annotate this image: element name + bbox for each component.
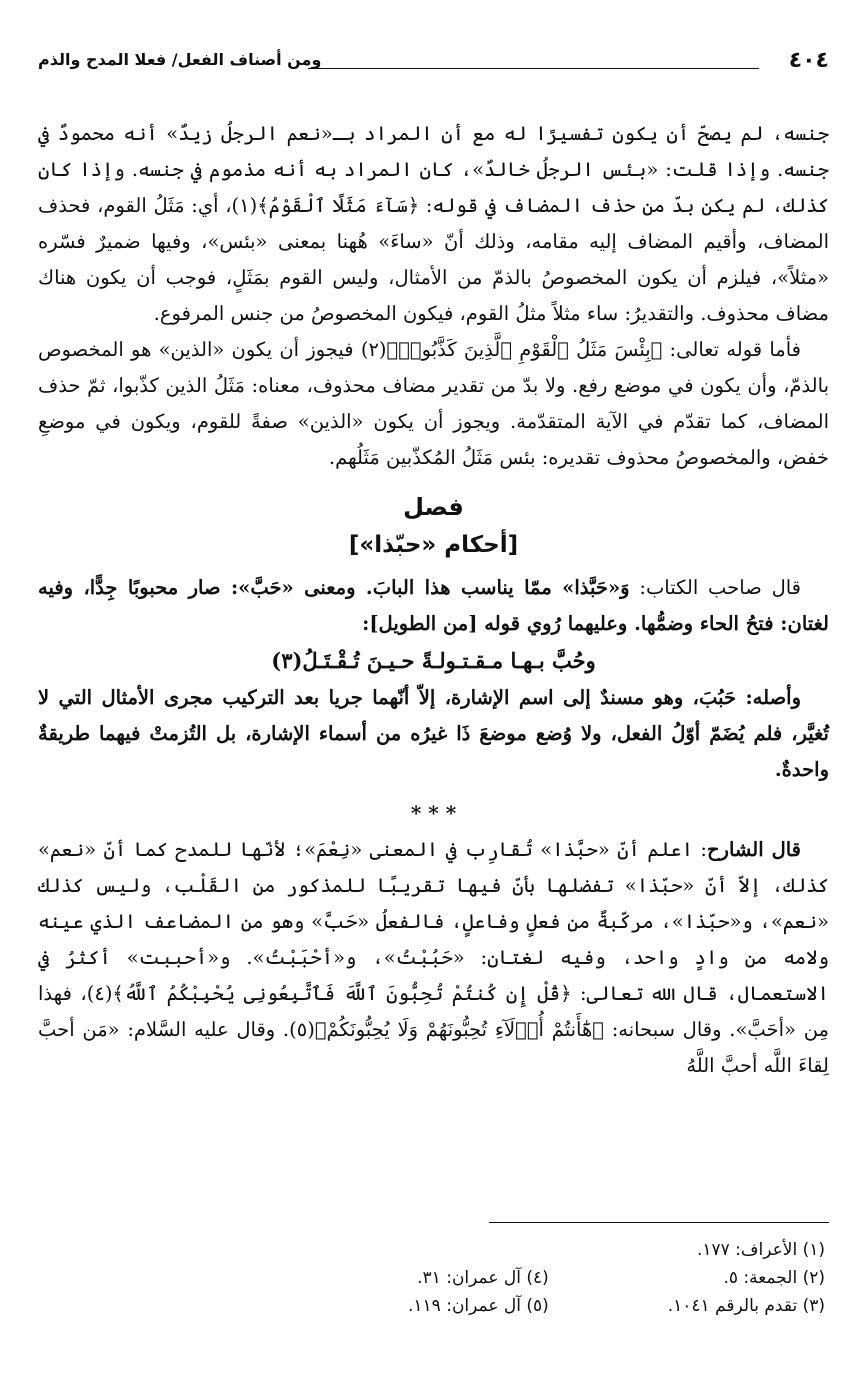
footnote-3: (٣) تقدم بالرقم ١٠٤١. bbox=[667, 1296, 825, 1316]
text-main: وأصله: حَبُبَ، وهو مسندٌ إلى اسم الإشارة، إلاّ أنّهما جريا بعد التركيب مجرى الأمثال التي لا تُغيَّر، فلم يُضَمّ أوّلُ الفعل، ولا وُضع موضعَ ذَا غيرُه من أسماء الإشارة، بل التُزمتْ فيهما طريقةٌ واحدةٌ. bbox=[38, 686, 829, 781]
footnotes-right-column bbox=[668, 1236, 825, 1320]
running-title: ومن أصناف الفعل/ فعلا المدح والذم bbox=[38, 50, 322, 69]
footnotes-left-column bbox=[408, 1264, 549, 1320]
text-intro-bold: وَ«حَبَّذا» ممّا يناسب هذا البابَ. ومعنى «حَبَّ»: صار محبوبًا جِدًّا، وفيه لغتان: فتحُ الحاء وضمُّها. وعليهما رُوي قوله [من الطويل]: bbox=[38, 576, 829, 635]
poem-verse: وحُبَّ بـهـا مـقـتـولـةً حـيـنَ تُـقْـتَـلُ(٣) bbox=[271, 648, 596, 673]
footnote-4: (٤) آل عمران: ٣١. bbox=[417, 1268, 549, 1288]
page-number: ٤٠٤ bbox=[788, 48, 829, 73]
section-subtitle: [أحكام «حبّذا»] bbox=[348, 532, 519, 558]
paragraph-2: فأما قوله تعالى: ﴿بِئْسَ مَثَلُ ٱلْقَوْمِ ٱلَّذِينَ كَذَّبُوا۟﴾(٢) فيجوز أن يكون «الذين» هو المخصوص بالذمّ، وأن يكون في موضع رفع. ولا بدّ من تقدير مضاف محذوف، معناه: مَثَلُ الذين كذّبوا، ثمّ حذف المضاف، كما تقدّم في الآية المتقدّمة. ويجوز أن يكون «الذين» صفةً للقوم، ويكون في موضعِ خفض، والمخصوصُ محذوف تقديره: بئس مَثَلُ المُكذّبين مَثَلُهم. bbox=[38, 338, 829, 469]
footnote-2: (٢) الجمعة: ٥. bbox=[723, 1268, 825, 1288]
footnotes bbox=[38, 1222, 829, 1352]
book-page bbox=[38, 0, 829, 1376]
commentary-lead: قال الشارح bbox=[706, 838, 801, 861]
body-text bbox=[38, 116, 829, 1084]
text-intro bbox=[38, 570, 829, 642]
section-title: فصل bbox=[403, 493, 464, 521]
commentary-text: : اعلم أنّ «حبَّذا» تُقارِب في المعنى «نِعْمَ»؛ لأنّها للمدح كما أنّ «نعم» كذلك، إلاّ أنّ «حبّذا» تفضلها بأنّ فيها تقريبًا للمذكور من القَلْب، وليس كذلك «نعم»، و«حبّذا»، مركّبةٌ من فعلٍ وفاعلٍ، فالفعلُ «حَبَّ» وهو من المضاعف الذي عينه ولامه من وادٍ واحد، وفيه لغتان: «حَبُبْتُ»، و«أحْبَبْتُ». و«أحببت» أكثرُ في الاستعمال، قال الله تعالى: ﴿قُلْ إِن كُنتُمْ تُحِبُّونَ ٱللَّهَ فَٱتَّبِعُونِى يُحْبِبْكُمُ ٱللَّهُ﴾(٤)، فهذا مِن «أحَبَّ». وقال سبحانه: ﴿هَٰٓأَنتُمْ أُو۟لَآءِ تُحِبُّونَهُمْ وَلَا يُحِبُّونَكُمْ﴾(٥). وقال عليه السَّلام: «مَن أحبَّ لِقاءَ اللَّه أحبَّ اللَّهُ bbox=[38, 838, 830, 1077]
header-rule bbox=[308, 68, 759, 69]
text-intro-plain: قال صاحب الكتاب: bbox=[629, 576, 801, 599]
paragraph-1: جنسه، لم يصحّ أن يكون تفسيرًا له مع أن المراد بـ«نعم الرجلُ زيدٌ» أنه محمودٌ في جنسه. وإذا قلت: «بئس الرجلُ خالدٌ»، كان المراد به أنه مذموم في جنسه. وإذا كان كذلك، لم يكن بدّ من حذف المضاف في قوله: ﴿سَآءَ مَثَلًا ٱلْقَوْمُ﴾(١)، أي: مَثَلُ القوم، فحذف المضاف، وأقيم المضاف إليه مقامه، وذلك أنّ «ساءَ» هُهنا بمعنى «بئس»، وفيها ضميرٌ فسّره «مثلاً»، فيلزم أن يكون المخصوصُ بالذمّ من الأمثال، وليس القوم بمَثَلٍ، فوجب أن يكون هناك مضاف محذوف. والتقديرُ: ساء مثلاً مثلُ القوم، فيكون المخصوصُ من جنس المرفوع. bbox=[38, 122, 829, 325]
commentary bbox=[38, 832, 829, 1084]
footnote-1: (١) الأعراف: ١٧٧. bbox=[696, 1240, 825, 1260]
page-header bbox=[38, 44, 829, 78]
footnote-rule bbox=[489, 1222, 829, 1223]
footnote-5: (٥) آل عمران: ١١٩. bbox=[408, 1296, 549, 1316]
section-separator: * * * bbox=[410, 801, 457, 825]
